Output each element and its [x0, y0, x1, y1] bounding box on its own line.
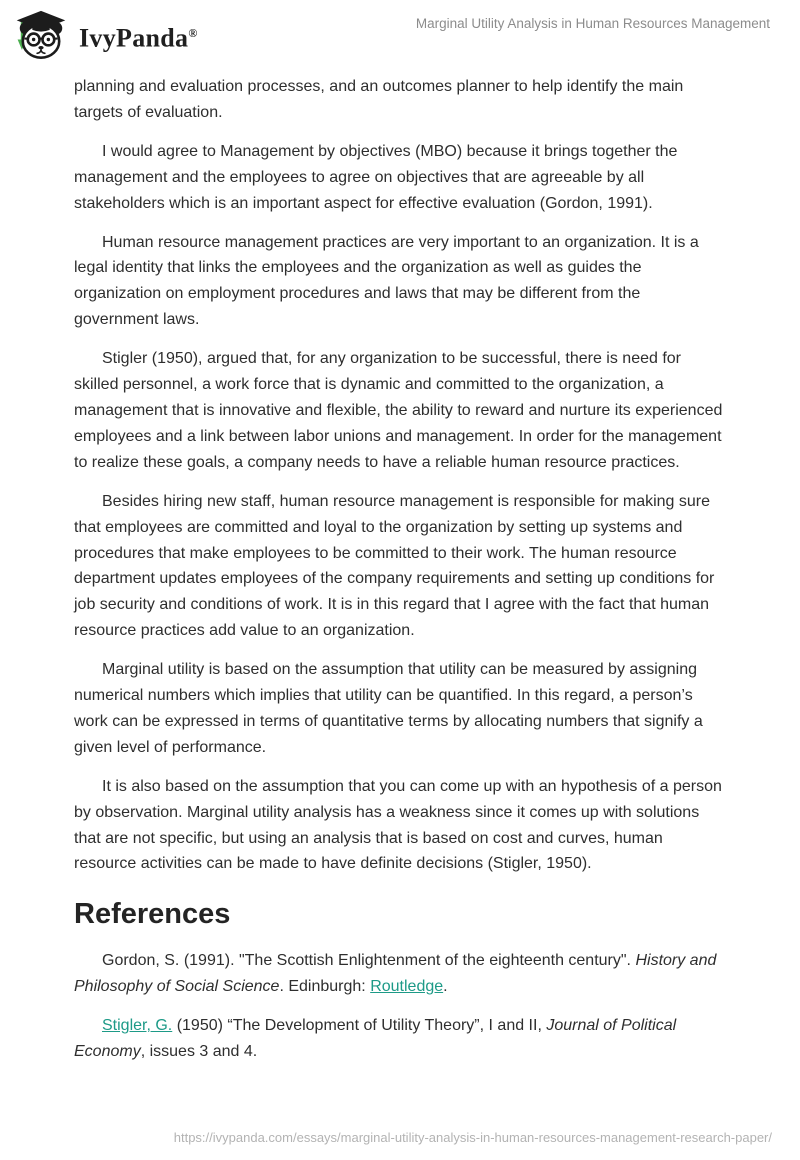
reference-italic-text: History and Philosophy of Social Science — [74, 952, 717, 996]
essay-paragraph: Besides hiring new staff, human resource management is responsible for making sure that employees are committed and loyal to the organization by setting up systems and procedures that make employees to be committed to their work. The human resource department updates employees of the company requirements and setting up conditions for job security and conditions of work. It is in this regard that I agree with the fact that human resource practices add value to an organization. — [74, 492, 715, 640]
registered-trademark-symbol: ® — [188, 26, 198, 40]
logo-wordmark-text: IvyPanda — [79, 23, 189, 53]
essay-paragraph: It is also based on the assumption that you can come up with an hypothesis of a person by observation. Marginal utility analysis has a weakness since it comes up with solutions that are not specific, but using an analysis that is based on cost and curves, human resource activities can be made to have definite decisions (Stigler, 1950). — [74, 777, 722, 873]
essay-paragraphs — [74, 74, 728, 877]
reference-text: , issues 3 and 4. — [140, 1043, 258, 1061]
reference-link[interactable]: Routledge — [370, 978, 444, 996]
essay-paragraph: Marginal utility is based on the assumption that utility can be measured by assigning numerical numbers which implies that utility can be quantified. In this regard, a person’s work can be expressed in terms of quantitative terms by allocating numbers that signify a given level of performance. — [74, 661, 703, 756]
references-list — [74, 948, 728, 1065]
page-header — [0, 0, 800, 58]
essay-content — [0, 58, 800, 1065]
reference-text: . — [443, 978, 448, 996]
document-title: Marginal Utility Analysis in Human Resources Management — [415, 16, 770, 31]
reference-item — [74, 948, 728, 1000]
page-footer — [174, 1129, 772, 1147]
reference-text: (1950) “The Development of Utility Theory”, I and II, — [172, 1017, 547, 1035]
reference-text: . Edinburgh: — [279, 978, 371, 996]
reference-link[interactable]: Stigler, G. — [102, 1017, 173, 1035]
reference-italic-text: Journal of Political Economy — [74, 1017, 677, 1061]
ivypanda-logo[interactable] — [12, 7, 198, 65]
essay-paragraph: Human resource management practices are very important to an organization. It is a legal identity that links the employees and the organization as well as guides the organization on employment procedures and laws that may be different from the government laws. — [74, 233, 699, 329]
essay-paragraph: I would agree to Management by objectives (MBO) because it brings together the management and the employees to agree on objectives that are agreeable by all stakeholders which is an important aspect for effective evaluation (Gordon, 1991). — [74, 142, 678, 212]
logo-wordmark — [79, 7, 198, 65]
essay-paragraph: planning and evaluation processes, and an outcomes planner to help identify the main targets of evaluation. — [74, 78, 684, 121]
reference-item — [74, 1013, 728, 1065]
references-heading: References — [74, 898, 231, 931]
source-url: https://ivypanda.com/essays/marginal-utility-analysis-in-human-resources-management-research-paper/ — [173, 1130, 772, 1145]
essay-paragraph: Stigler (1950), argued that, for any organization to be successful, there is need for skilled personnel, a work force that is dynamic and committed to the organization, a management that is innovative and flexible, the ability to reward and nurture its experienced employees and a link between labor unions and management. In order for the management to realize these goals, a company needs to have a reliable human resource practices. — [74, 350, 723, 471]
reference-text: Gordon, S. (1991). "The Scottish Enlightenment of the eighteenth century". — [102, 952, 636, 970]
panda-graduate-icon — [12, 10, 70, 62]
